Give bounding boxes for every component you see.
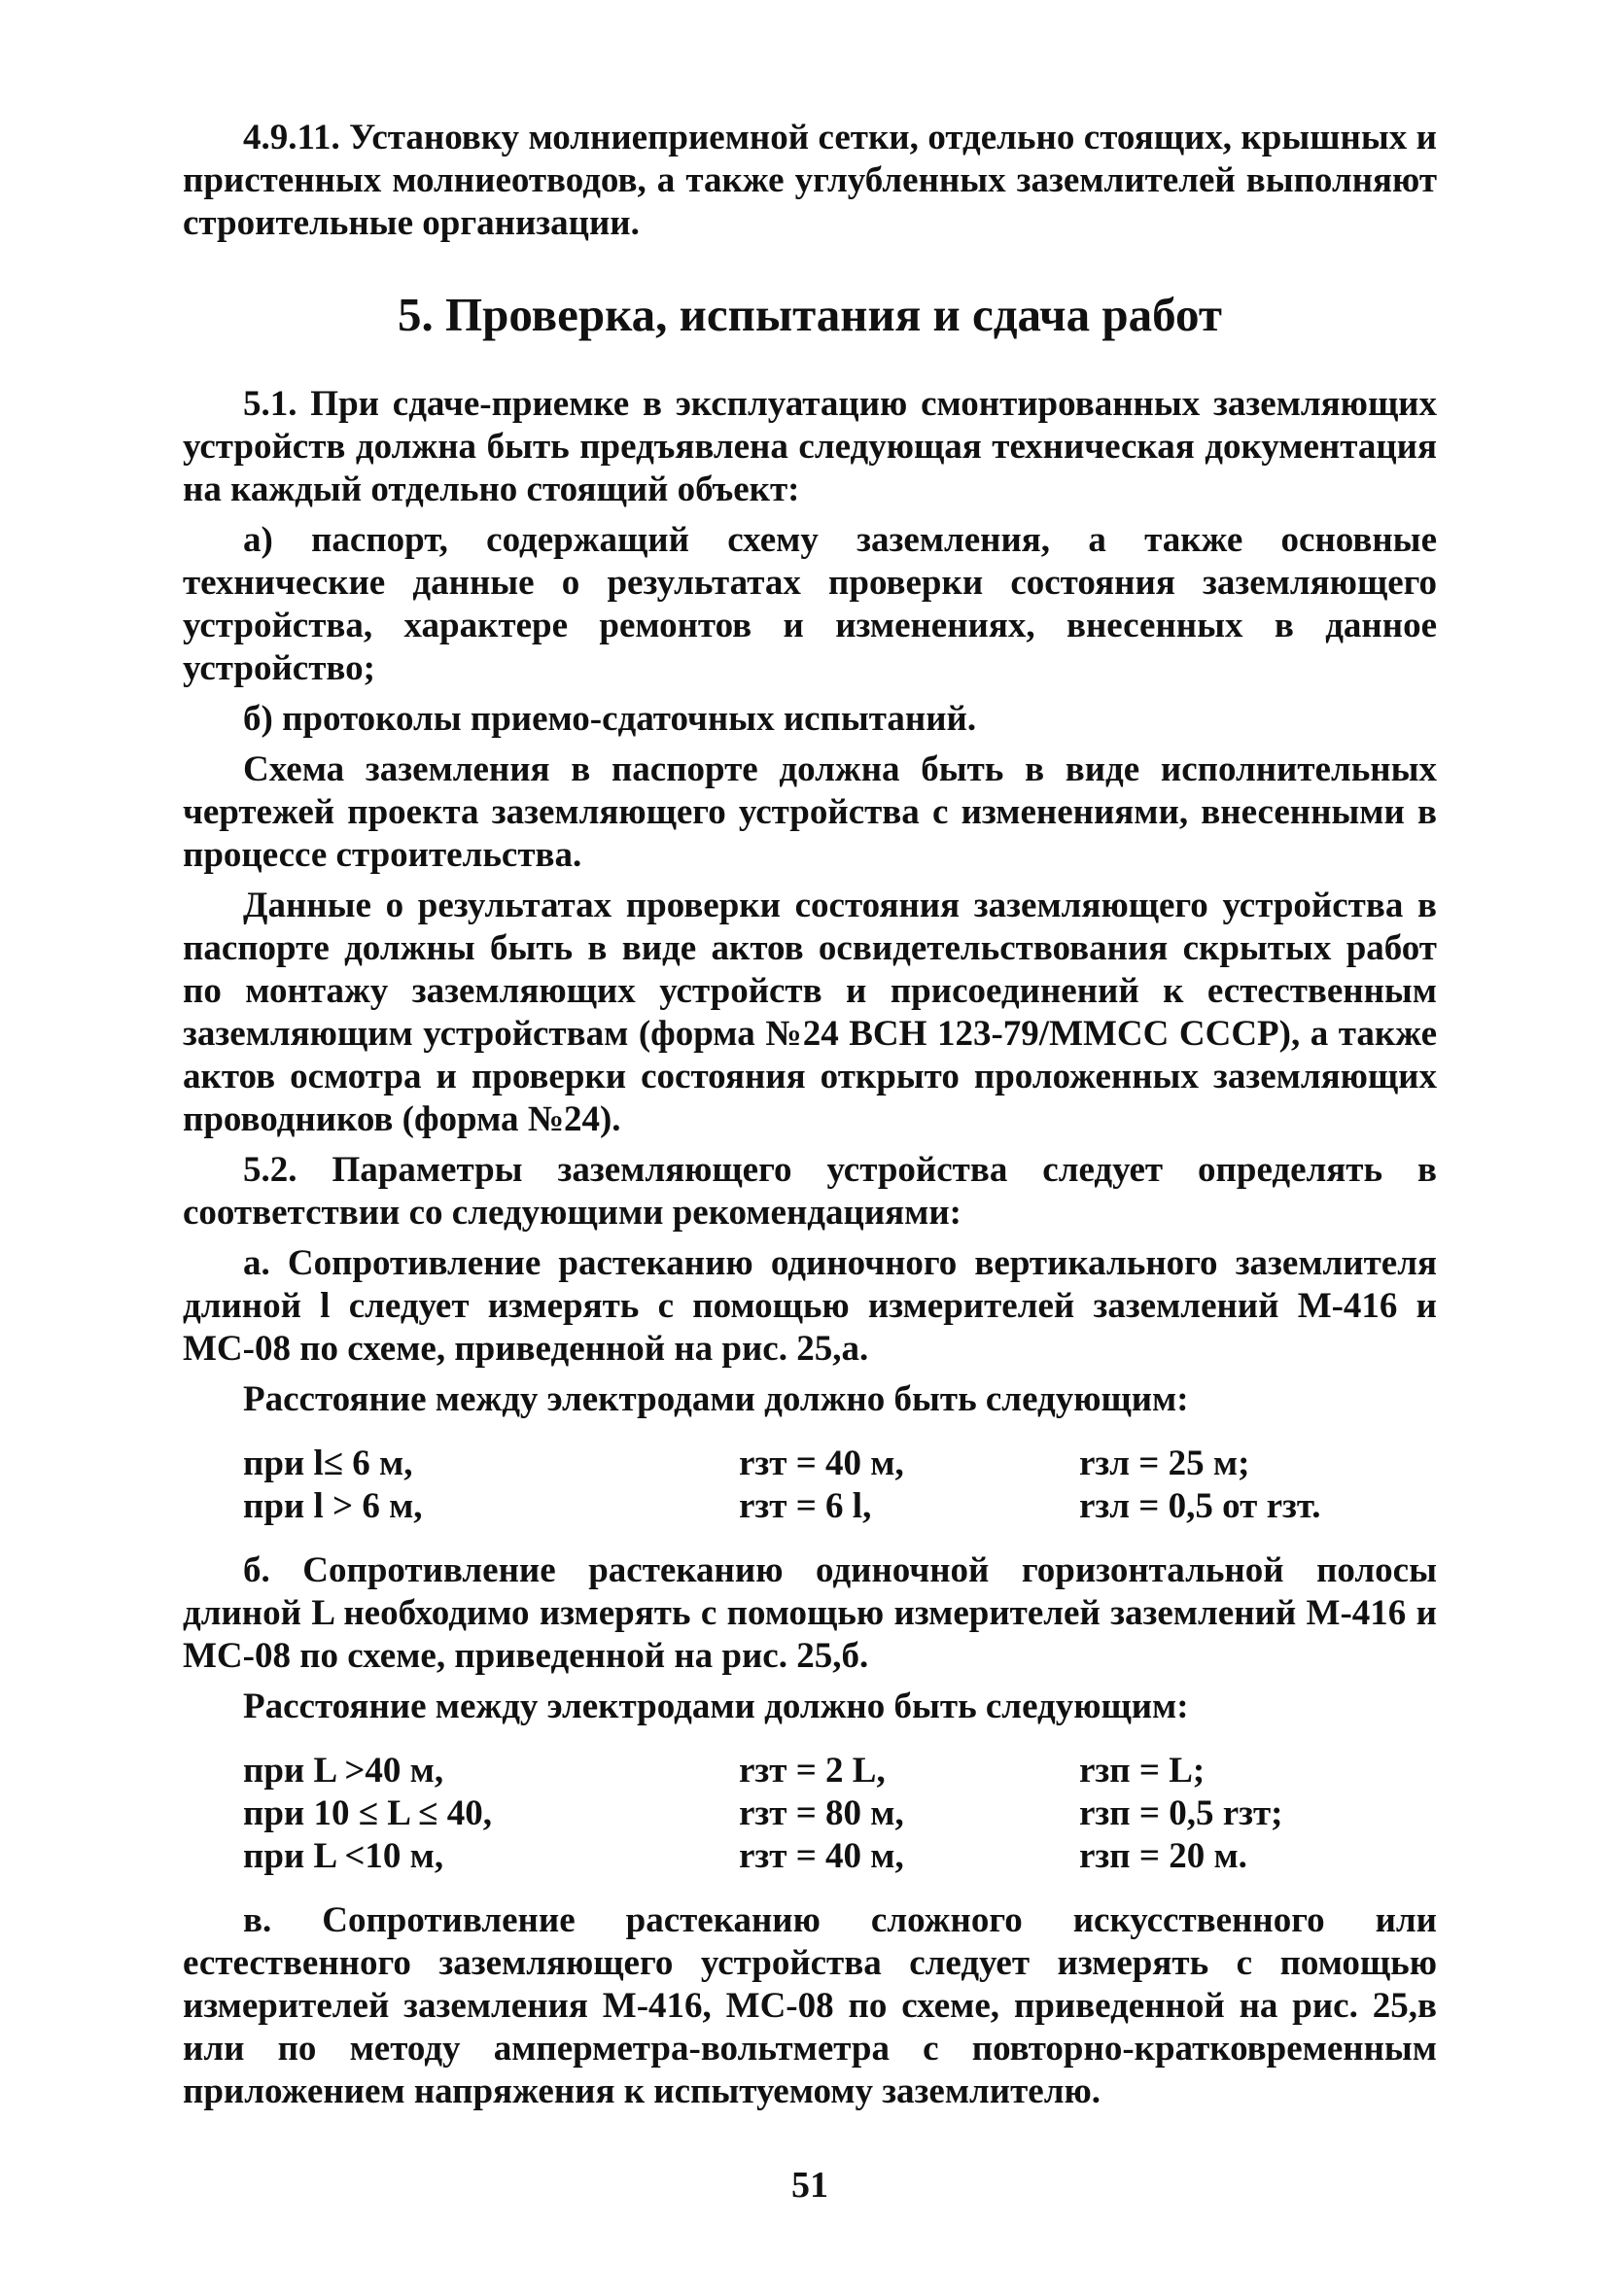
table-cell-condition: при L >40 м, [243,1751,444,1791]
table-row [243,1750,1371,1792]
paragraph-scheme: Схема заземления в паспорте должна быть в виде исполнительных чертежей проекта заземляющего устройства с изменениями, внесенными в процессе строительства. [183,749,1437,875]
table-cell-rzp: rзл = 25 м; [1079,1444,1250,1483]
paragraph-distance-1: Расстояние между электродами должно быть следующим: [243,1379,1189,1419]
table-cell-condition: при l≤ 6 м, [243,1444,413,1483]
page-number: 51 [791,2165,828,2206]
list-item-a: а) паспорт, содержащий схему заземления, а также основные технические данные о результатах проверки состояния заземляющего устройства, характере ремонтов и изменениях, внесенных в данное устройство; [183,520,1437,688]
table-cell-rzt: rзт = 40 м, [739,1836,904,1876]
distance-table-vertical [243,1443,1371,1528]
table-cell-rzp: rзп = 20 м. [1079,1836,1247,1876]
table-cell-rzt: rзт = 6 l, [739,1486,872,1526]
distance-table-horizontal [243,1750,1371,1878]
list-item-b: б) протоколы приемо-сдаточных испытаний. [243,699,977,739]
paragraph-4-9-11: 4.9.11. Установку молниеприемной сетки, отдельно стоящих, крышных и пристенных молниеотводов, а также углубленных заземлителей выполняют строительные организации. [183,118,1437,243]
document-page [183,117,1437,2207]
table-row [243,1443,1371,1485]
paragraph-data: Данные о результатах проверки состояния заземляющего устройства в паспорте должны быть в виде актов освидетельствования скрытых работ по монтажу заземляющих устройств и присоединений к естественным заземляющим устройствам (форма №24 ВСН 123-79/ММСС СССР), а также актов осмотра и проверки состояния открыто проложенных заземляющих проводников (форма №24). [183,886,1437,1139]
table-cell-condition: при 10 ≤ L ≤ 40, [243,1793,492,1833]
table-cell-rzp: rзл = 0,5 от rзт. [1079,1486,1321,1526]
table-cell-condition: при L <10 м, [243,1836,444,1876]
table-cell-rzt: rзт = 40 м, [739,1444,904,1483]
paragraph-5-1: 5.1. При сдаче-приемке в эксплуатацию смонтированных заземляющих устройств должна быть предъявлена следующая техническая документация на каждый отдельно стоящий объект: [183,384,1437,509]
paragraph-v: в. Сопротивление растеканию сложного искусственного или естественного заземляющего устройства следует измерять с помощью измерителей заземления М-416, МС-08 по схеме, приведенной на рис. 25,в или по методу амперметра-вольтметра с повторно-кратковременным приложением напряжения к испытуемому заземлителю. [183,1900,1437,2111]
paragraph-5-2: 5.2. Параметры заземляющего устройства следует определять в соответствии со следующими рекомендациями: [183,1150,1437,1233]
table-cell-rzt: rзт = 80 м, [739,1793,904,1833]
section-heading: 5. Проверка, испытания и сдача работ [398,288,1222,341]
table-row [243,1792,1371,1835]
paragraph-b: б. Сопротивление растеканию одиночной горизонтальной полосы длиной L необходимо измерять с помощью измерителей заземлений М-416 и МС-08 по схеме, приведенной на рис. 25,б. [183,1550,1437,1676]
table-cell-condition: при l > 6 м, [243,1486,423,1526]
table-cell-rzp: rзп = 0,5 rзт; [1079,1793,1283,1833]
table-row [243,1485,1371,1528]
table-cell-rzp: rзп = L; [1079,1751,1206,1791]
table-cell-rzt: rзт = 2 L, [739,1751,886,1791]
paragraph-a: а. Сопротивление растеканию одиночного вертикального заземлителя длиной l следует измерять с помощью измерителей заземлений М-416 и МС-08 по схеме, приведенной на рис. 25,а. [183,1243,1437,1369]
paragraph-distance-2: Расстояние между электродами должно быть следующим: [243,1687,1189,1726]
table-row [243,1835,1371,1878]
